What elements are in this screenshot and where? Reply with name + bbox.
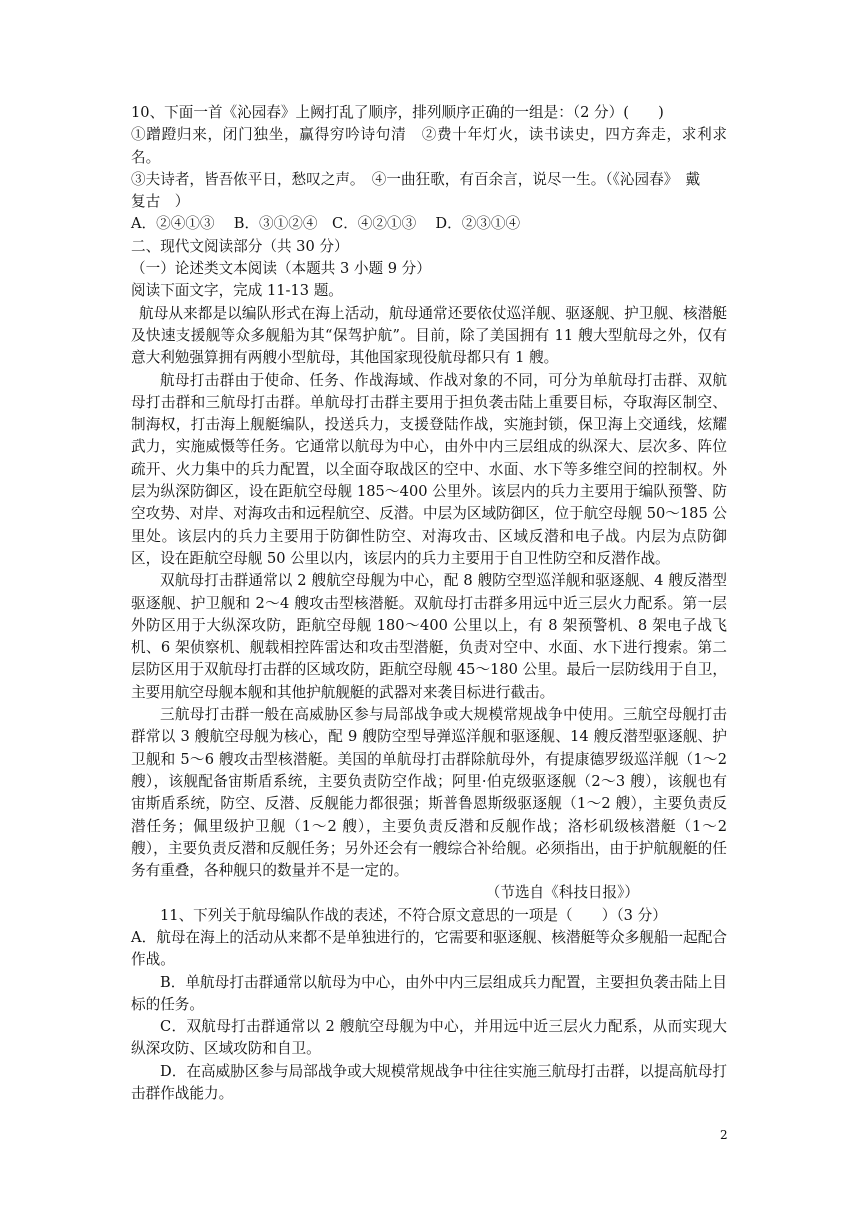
page-content: [131, 102, 727, 1105]
page-number: 2: [720, 1128, 728, 1142]
question-11-option-b: B．单航母打击群通常以航母为中心，由外中内三层组成兵力配置，主要担负袭击陆上目标的任务。: [131, 973, 727, 1013]
reading-instruction: 阅读下面文字，完成 11-13 题。: [131, 282, 343, 300]
question-10-stem: 10、下面一首《沁园春》上阙打乱了顺序，排列顺序正确的一组是：（2 分）( ): [131, 104, 664, 121]
question-11-stem: 11、下列关于航母编队作战的表述，不符合原文意思的一项是（ ）（3 分）: [160, 906, 667, 924]
question-10-options: A．②④①③ B．③①②④ C．④②①③ D．②③①④: [131, 215, 521, 233]
question-11-option-d: D．在高威胁区参与局部战争或大规模常规战争中往往实施三航母打击群，以提高航母打击群作战能力。: [131, 1062, 727, 1103]
question-11-option-c: C．双航母打击群通常以 2 艘航空母舰为中心，并用远中近三层火力配系，从而实现大纵深攻防、区域攻防和自卫。: [131, 1018, 727, 1058]
passage-paragraph-3: 双航母打击群通常以 2 艘航空母舰为中心，配 8 艘防空型巡洋舰和驱逐舰、4 艘反潜型驱逐舰、护卫舰和 2～4 艘攻击型核潜艇。双航母打击群多用远中近三层火力配系。第一层外防区用于大纵深攻防，距航空母舰 180～400 公里以上，有 8 架预警机、8 架电子战飞机、6 架侦察机、舰载相控阵雷达和攻击型潜艇，负责对空中、水面、水下进行搜索。第二层防区用于双航母打击群的区域攻防，距航空母舰 45～180 公里。最后一层防线用于自卫，主要用航空母舰本舰和其他护航舰艇的武器对来袭目标进行截击。: [131, 572, 727, 701]
question-10-line-3: 复古 ）: [131, 193, 190, 211]
question-11-option-a: A．航母在海上的活动从来都不是单独进行的，它需要和驱逐舰、核潜艇等众多舰船一起配合作战。: [131, 928, 727, 969]
section-subtitle: （一）论述类文本阅读（本题共 3 小题 9 分）: [131, 260, 431, 278]
question-10-line-1: ①蹭蹬归来，闭门独坐，赢得穷吟诗句清 ②费十年灯火，读书读史，四方奔走，求利求名。: [131, 126, 727, 166]
passage-paragraph-2: 航母打击群由于使命、任务、作战海域、作战对象的不同，可分为单航母打击群、双航母打击群和三航母打击群。单航母打击群主要用于担负袭击陆上重要目标，夺取海区制空、制海权，打击海上舰艇编队，投送兵力，支援登陆作战，实施封锁，保卫海上交通线，炫耀武力，实施威慑等任务。它通常以航母为中心，由外中内三层组成的纵深大、层次多、阵位疏开、火力集中的兵力配置，以全面夺取战区的空中、水面、水下等多维空间的控制权。外层为纵深防御区，设在距航空母舰 185～400 公里外。该层内的兵力主要用于编队预警、防空攻势、对岸、对海攻击和远程航空、反潜。中层为区域防御区，位于航空母舰 50～185 公里处。该层内的兵力主要用于防御性防空、对海攻击、区域反潜和电子战。内层为点防御区，设在距航空母舰 50 公里以内，该层内的兵力主要用于自卫性防空和反潜作战。: [131, 371, 727, 567]
passage-source: （节选自《科技日报》）: [485, 884, 639, 902]
question-10-line-2: ③夫诗者，皆吾侬平日，愁叹之声。 ④一曲狂歌，有百余言，说尽一生。（《沁园春》 戴: [131, 170, 701, 188]
passage-paragraph-4: 三航母打击群一般在高威胁区参与局部战争或大规模常规战争中使用。三航空母舰打击群常以 3 艘航空母舰为核心，配 9 艘防空型导弹巡洋舰和驱逐舰、14 艘反潜型驱逐舰、护卫舰和 5～6 艘攻击型核潜艇。美国的单航母打击群除航母外，有提康德罗级巡洋舰（1～2 艘），该舰配备宙斯盾系统，主要负责防空作战；阿里·伯克级驱逐舰（2～3 艘），该舰也有宙斯盾系统，防空、反潜、反舰能力都很强；斯普鲁恩斯级驱逐舰（1～2 艘），主要负责反潜任务；佩里级护卫舰（1～2 艘），主要负责反潜和反舰作战；洛杉矶级核潜艇（1～2 艘），主要负责反潜和反舰任务；另外还会有一艘综合补给舰。必须指出，由于护航舰艇的任务有重叠，各种舰只的数量并不是一定的。: [131, 706, 727, 880]
section-title: 二、现代文阅读部分（共 30 分）: [131, 237, 349, 255]
passage-paragraph-1: 航母从来都是以编队形式在海上活动，航母通常还要依仗巡洋舰、驱逐舰、护卫舰、核潜艇及快速支援舰等众多舰船为其“保驾护航”。目前，除了美国拥有 11 艘大型航母之外，仅有意大利勉强算拥有两艘小型航母，其他国家现役航母都只有 1 艘。: [131, 304, 727, 367]
